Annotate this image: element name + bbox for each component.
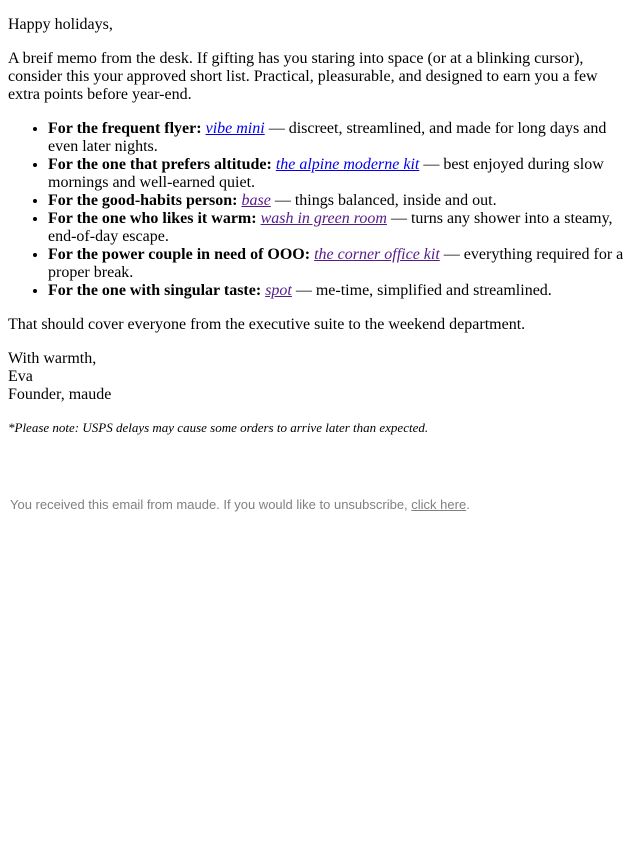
signoff-name: Eva (8, 368, 33, 385)
list-item (48, 246, 632, 282)
item-description: — turns any shower into a steamy, end-of-day escape. (48, 210, 613, 245)
signoff-title: Founder, maude (8, 386, 112, 403)
item-label: For the power couple in need of OOO: (48, 246, 311, 263)
list-item (48, 282, 632, 300)
signoff-block (8, 350, 632, 404)
list-item (48, 192, 632, 210)
signoff-warmth: With warmth, (8, 350, 97, 367)
list-item (48, 156, 632, 192)
gift-link-spot[interactable]: spot (265, 282, 292, 299)
shipping-disclaimer: *Please note: USPS delays may cause some orders to arrive later than expected. (8, 420, 429, 435)
item-label: For the one that prefers altitude: (48, 156, 272, 173)
item-label: For the good-habits person: (48, 192, 238, 209)
item-description: — best enjoyed during slow mornings and well-earned quiet. (48, 156, 604, 191)
gift-link-wash-in-green-room[interactable]: wash in green room (260, 210, 387, 227)
item-description: — things balanced, inside and out. (274, 192, 497, 209)
gift-link-alpine-moderne-kit[interactable]: the alpine moderne kit (275, 156, 420, 173)
gift-link-corner-office-kit[interactable]: the corner office kit (314, 246, 440, 263)
gift-link-base[interactable]: base (241, 192, 271, 209)
footer-period: . (466, 497, 470, 512)
item-label: For the one who likes it warm: (48, 210, 257, 227)
gift-link-vibe-mini[interactable]: vibe mini (205, 120, 265, 137)
closing-line: That should cover everyone from the executive suite to the weekend department. (8, 316, 526, 333)
list-item (48, 120, 632, 156)
item-description: — everything required for a proper break. (48, 246, 624, 281)
gift-list (8, 120, 632, 300)
greeting-text: Happy holidays, (8, 16, 113, 33)
unsubscribe-link[interactable]: click here (411, 497, 467, 512)
item-description: — discreet, streamlined, and made for long days and even later nights. (48, 120, 607, 155)
item-label: For the frequent flyer: (48, 120, 202, 137)
footer-text: You received this email from maude. If you would like to unsubscribe, (10, 497, 412, 512)
item-label: For the one with singular taste: (48, 282, 262, 299)
item-description: — me-time, simplified and streamlined. (295, 282, 552, 299)
email-footer (8, 497, 632, 512)
list-item (48, 210, 632, 246)
intro-paragraph: A breif memo from the desk. If gifting has you staring into space (or at a blinking cursor), consider this your approved short list. Practical, pleasurable, and designed to earn you a few extra points before year-end. (8, 50, 598, 103)
